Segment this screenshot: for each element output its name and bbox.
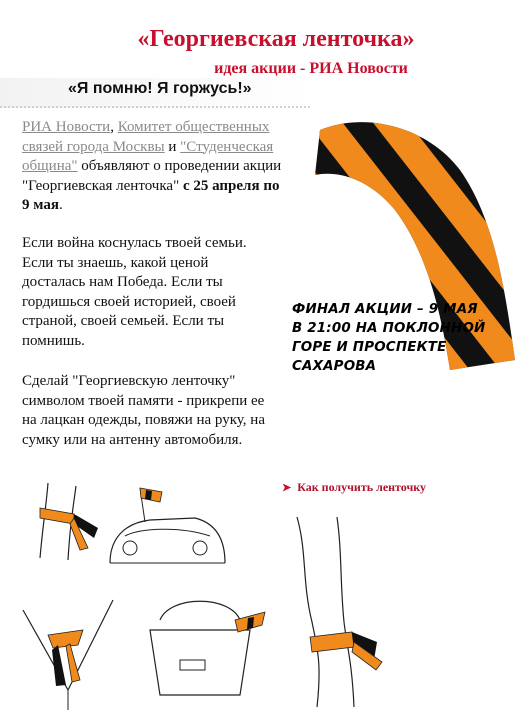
how-to-get-ribbon-link[interactable]	[282, 480, 426, 495]
intro-dates: с 25 апреля по 9 мая	[22, 177, 280, 213]
finale-announcement	[292, 300, 522, 376]
link-committee[interactable]: Комитет общественных связей города Москвы	[22, 119, 270, 155]
finale-line-1: ФИНАЛ АКЦИИ – 9 МАЯ	[292, 302, 478, 317]
intro-end: .	[58, 197, 63, 213]
car-ribbon-sketch	[100, 478, 230, 588]
page-title: «Георгиевская ленточка»	[137, 26, 415, 52]
slogan: «Я помню! Я горжусь!»	[68, 80, 252, 97]
intro-announce: объявляют о проведении акции "Георгиевская ленточка"	[22, 158, 282, 194]
finale-line-3: ГОРЕ И ПРОСПЕКТЕ САХАРОВА	[292, 340, 447, 374]
arm-ribbon-sketch	[18, 478, 108, 568]
bag-ribbon-sketch	[140, 590, 270, 710]
intro-and: и	[168, 138, 177, 155]
intro-separator: ,	[110, 119, 114, 135]
how-to-get-ribbon-label: Как получить ленточку	[297, 480, 426, 494]
paragraph-memory: Если война коснулась твоей семьи. Если ты знаешь, какой ценой досталась нам Победа. Если ты гордишься своей историей, своей страной, своей семьей. Если ты помнишь.	[22, 235, 247, 349]
paragraph-call-to-action: Сделай "Георгиевскую ленточку" символом твоей памяти - прикрепи ее на лацкан одежды, повяжи на руку, на сумку или на антенну автомобиля.	[22, 373, 265, 448]
arrow-icon: ➤	[282, 482, 292, 494]
finale-line-2: В 21:00 НА ПОКЛОННОЙ	[292, 321, 486, 336]
wrist-ribbon-sketch	[282, 512, 392, 712]
page-subtitle: идея акции - РИА Новости	[214, 60, 408, 77]
intro-paragraph	[22, 118, 284, 216]
lapel-ribbon-sketch	[18, 590, 128, 710]
link-ria-novosti[interactable]: РИА Новости	[22, 119, 111, 135]
link-student-community[interactable]: "Студенческая община"	[22, 138, 274, 174]
